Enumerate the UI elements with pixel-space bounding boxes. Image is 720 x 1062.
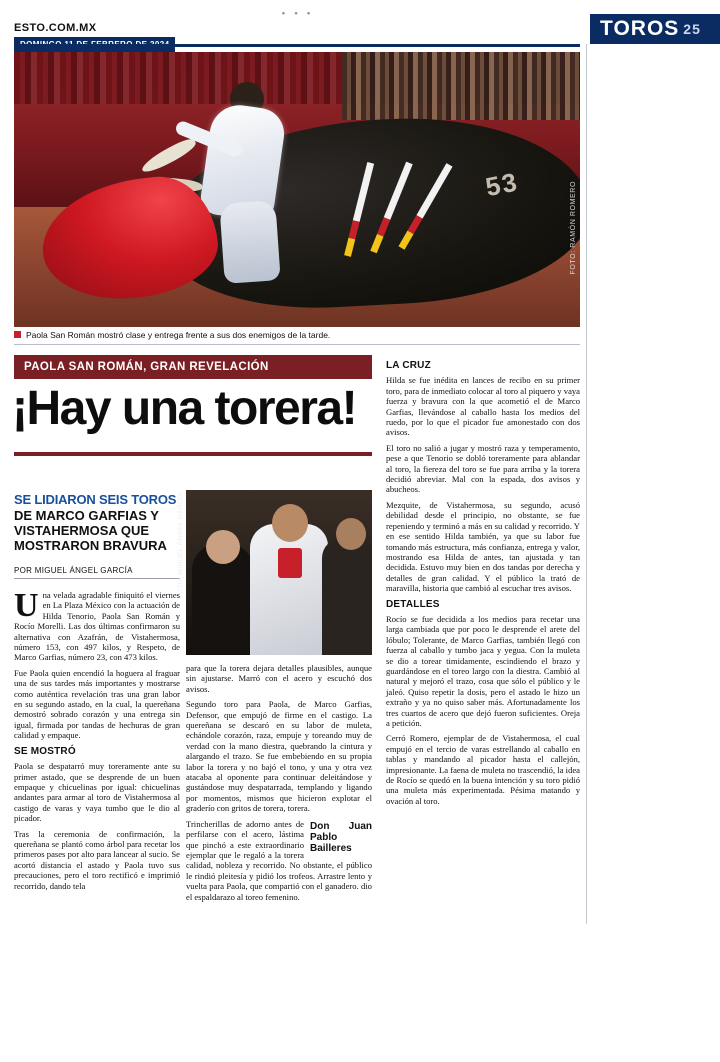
byline: POR MIGUEL ÁNGEL GARCÍA [14, 566, 133, 575]
lead-photo [14, 52, 580, 327]
spectator-right-body [322, 538, 372, 655]
deck-line-black: DE MARCO GARFIAS Y VISTAHERMOSA QUE MOSTRARON BRAVURA [14, 508, 167, 553]
paragraph: Mezquite, de Vistahermosa, su segundo, acusó debilidad desde el principio, no obstante, se fue repeniendo y terminó a más en su calidad y recorrido. Y en ese sentido Hilda también, ya que su labor fue tomando más estructura, más confianza, entrega y valor, mostrando esa Hilda de antes, tan ajustada y tan decidida. Estuvo muy bien en dos tandas por derecha y detalles de gran calidad. Y el público la trató de maravilla, historia que cambió al escuchar tres avisos. [386, 499, 580, 594]
kicker-text: PAOLA SAN ROMÁN, GRAN REVELACIÓN [24, 361, 269, 373]
paragraph: Tras la ceremonia de confirmación, la quereñana se plantó como árbol para recetar los primeros pases por alto para lancear al sucio. Se acortó distancia el astado y Paola tuvo sus precauciones, pero el toro rectificó e imprimió recorrido, dando tela [14, 828, 180, 891]
section-badge [590, 14, 720, 44]
caption-text: Paola San Román mostró clase y entrega frente a sus dos enemigos de la tarde. [26, 330, 331, 340]
paragraph: El toro no salió a jugar y mostró raza y temperamento, pese a que Tenorio se dobló toreramente para ablandar al toro, la fiereza del toro se fue para arriba y la torera decidió abreviar. Mal con la espada, dos avisos y abucheos. [386, 442, 580, 495]
pullquote-tail: dio el espaldarazo al toreo femenino. [186, 881, 372, 902]
paragraph: Paola se despatarró muy toreramente ante su primer astado, que se desprende de un buen empaque y chicuelinas por igual: chicuelinas andantes para armar al toro de Vistahermosa al castigo de varas y vaya tumbo que le dio al picador. [14, 761, 180, 824]
secondary-photo [186, 490, 372, 655]
section-label: TOROS [600, 17, 680, 40]
spectator-center-tie [278, 548, 302, 578]
paragraph: Fue Paola quien encendió la hoguera al fraguar una de sus tardes más importantes y mostrarse como auténtica revelación tras una gran labor en su segundo astado, en la cual, la quereñana demostró sobrado corazón y una entrega sin igual, firmada por tandas de hechuras de gran calidad y empaque. [14, 667, 180, 741]
paragraph: Rocío se fue decidida a los medios para recetar una larga cambiada que por poco le desprende el arete del lóbulo; Tolerante, de Marco Garfias, también llegó con fuerza al caballo y tumbo jaca y yegua. Con la muleta se dio a torear timidamente, escindiendo el brazo y guardándose en el toreo largo con la diestra. Cambió al natural y mejoró el trazo, cosa que sólo el público y le jaleó. Quiso repetir la dosis, pero el astado le hizo un extraño y ya no quiso saber más. Afortunadamente los tres cuartos de acero que dejó fueron suficientes. Oreja a petición. [386, 613, 580, 728]
subhead: SE MOSTRÓ [14, 745, 76, 757]
paragraph-text: Trincherillas de adorno antes de perfilarse con el acero, lástima que pinchó a este extraordinario ejemplar que le regaló a la torera calidad, nobleza y recorrido. No obstante, el público le rindió pleitesía y pidió los trofeos. Arrastre lento y vuelta para Paola, que compartió con el ganadero. [186, 818, 372, 892]
rail-divider [586, 44, 587, 924]
spectator-right-head [336, 518, 366, 550]
spectator-left-head [206, 530, 240, 564]
paragraph: Hilda se fue inédita en lances de recibo en su primer toro, para de inmediato colocar al toro al piquero y vaya fuerza y bravura con la que acometió el de Marco Garfias, llevándose al caballo hasta los medios del ruedo, por lo que el picador fue amonestado con dos avisos. [386, 375, 580, 438]
page-number: 25 [683, 21, 701, 37]
masthead-rail [590, 44, 720, 960]
paragraph: para que la torera dejara detalles plausibles, aunque sin ajustarse. Marró con el acero y escuchó dos avisos. [186, 663, 372, 694]
deck-line-blue: SE LIDIARON SEIS TOROS [14, 492, 177, 507]
caption-rule [14, 344, 580, 345]
kicker-band [14, 355, 372, 379]
paragraph [186, 819, 372, 902]
article-column-2 [186, 663, 372, 946]
bullfighter-legs [219, 200, 280, 284]
page-topbar [0, 0, 720, 42]
article-column-3 [386, 355, 580, 945]
photo-credit: FOTO: RAMÓN ROMERO [570, 181, 577, 275]
paragraph: Segundo toro para Paola, de Marco Garfias, Defensor, que empujó de firme en el castigo. La quereñana se descaró en su labor de muleta, echándole corazón, raza, empuje y toreando muy de verdad con la mano diestra, quebrando la cintura y alargando el trazo. Se fue embebiendo en su propia labor la torera y no bajó el tono, y una y otra vez atacaba al oponente para continuar deleitándose y gustándose muy despatarrada, templando y ligando por momentos, mismos que hicieron explotar el graderío con gritos de torera, torera. [186, 699, 372, 814]
spectator-center-body [250, 524, 328, 655]
paragraph-text: na velada agradable finiquitó el viernes en La Plaza México con la actuación de Hilda Tenorio, Paola San Román y Rocío Morelli. Las dos últimas confirmaron su alternativa con Azafrán, de Vistahermosa, número 153, con 497 kilos, y Respeto, de Marco Garfias, número 23, con 473 kilos. [14, 590, 180, 663]
header-rule [14, 44, 580, 47]
byline-rule [14, 578, 180, 579]
headline-rule [14, 452, 372, 456]
drop-cap: U [14, 587, 39, 624]
photo-caption [14, 330, 580, 340]
photo-crowd-secondary [342, 52, 580, 120]
site-brand: ESTO.COM.MX [14, 22, 97, 34]
masthead-left [14, 22, 214, 52]
top-dots: • • • [281, 8, 314, 20]
deck [14, 492, 180, 553]
subhead: DETALLES [386, 598, 440, 610]
paragraph [14, 587, 180, 663]
subhead: LA CRUZ [386, 360, 431, 371]
paragraph: Cerró Romero, ejemplar de de Vistahermosa, el cual empujó en el tercio de varas estrellando al caballo en tablas y mandando al picador hasta el callejón, impresionante. La faena de muleta no trascendió, la idea de Rocío se quedó en la buena intención y su toro pidió una muleta más experimentada. Pésima matando y ovación al toro. [386, 733, 580, 806]
spectator-center-head [272, 504, 308, 542]
bull-brand-number: 53 [483, 166, 522, 203]
article-column-1 [14, 587, 180, 946]
secondary-photo-credit: FOTO: MIGUEL ÁNGEL GARCÍA [177, 492, 184, 599]
pullquote-name: Don Juan Pablo Bailleres [310, 820, 372, 854]
caption-bullet-icon [14, 331, 21, 338]
page-title: ¡Hay una torera! [12, 382, 357, 435]
